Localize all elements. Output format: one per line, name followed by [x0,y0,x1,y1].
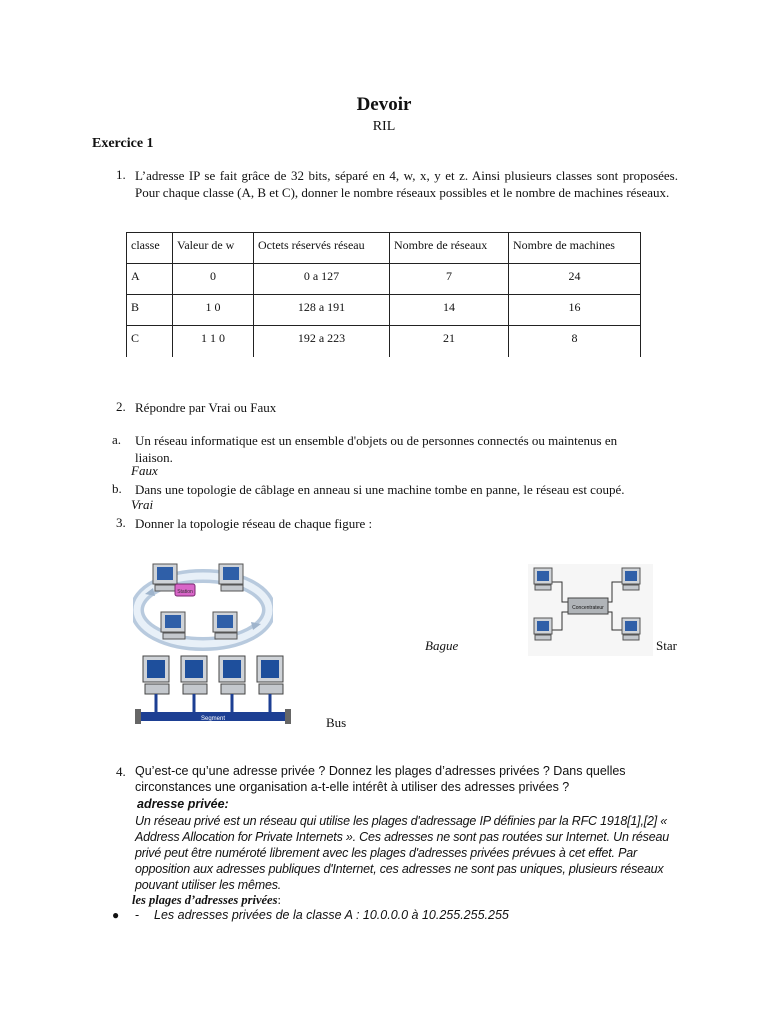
q4-heading-ranges-suffix: : [277,893,281,907]
table-header-cell: Valeur de w [173,233,254,264]
bus-topology-figure [133,654,293,730]
star-topology-figure [528,564,653,656]
table-cell: 0 a 127 [254,264,390,295]
q4-text: Qu’est-ce qu’une adresse privée ? Donnez les plages d’adresses privées ? Dans quelles circonstances une organisation a-t-elle intérêt à utiliser des adresses privées ? [135,764,626,794]
table-header-cell: Nombre de réseaux [390,233,509,264]
computer-icon [213,612,237,639]
bullet-class-a: Les adresses privées de la classe A : 10.0.0.0 à 10.255.255.255 [154,908,509,922]
segment-label: Segment [200,716,226,722]
bullet-dash: - [135,908,140,922]
computer-icon [143,656,169,694]
computer-icon [219,564,243,591]
q4-heading-private: adresse privée: [137,797,229,811]
answer-star: Star [656,638,677,653]
table-row [127,264,641,295]
computer-icon [181,656,207,694]
q2b-answer: Vrai [131,497,154,512]
computer-icon [534,568,552,590]
exercise-heading: Exercice 1 [92,136,154,151]
computer-icon [534,618,552,640]
q2b-text: Dans une topologie de câblage en anneau si une machine tombe en panne, le réseau est coupé. [135,482,625,497]
computer-icon [622,618,640,640]
table-row [127,295,641,326]
computer-icon [161,612,185,639]
table-cell: 0 [173,264,254,295]
ring-hub-icon [175,584,195,596]
table-row [127,326,641,357]
table-cell: 21 [390,326,509,357]
q2a-answer: Faux [131,463,158,478]
page-title: Devoir [356,94,412,115]
table-header-row [127,233,641,264]
computer-icon [622,568,640,590]
table-cell: A [127,264,173,295]
table-cell: 24 [509,264,641,295]
computer-icon [219,656,245,694]
table-header-cell: Octets réservés réseau [254,233,390,264]
answer-bus: Bus [326,715,347,730]
table-cell: 1 0 [173,295,254,326]
computer-icon [153,564,177,591]
q4-number: 4. [116,764,126,779]
ring-hub-label: Station [177,589,193,595]
answer-ring: Bague [425,638,459,653]
ring-topology-figure [133,560,273,652]
star-hub-label: Concentrateur [572,605,604,611]
star-hub-icon [568,598,608,614]
q3-text: Donner la topologie réseau de chaque figure : [135,516,373,531]
q4-heading-ranges-line [132,893,281,908]
table-cell: 16 [509,295,641,326]
q1-number: 1. [116,167,126,182]
table-cell: 192 a 223 [254,326,390,357]
class-table [126,232,641,357]
table-cell: 7 [390,264,509,295]
table-cell: C [127,326,173,357]
table-cell: 14 [390,295,509,326]
table-cell: 128 a 191 [254,295,390,326]
computer-icon [257,656,283,694]
q4-body: Un réseau privé est un réseau qui utilise les plages d'adressage IP définies par la RFC 1918[1],[2] « Address Allocation for Private Internets ». Ces adresses ne sont pas routées sur Internet. Un réseau privé peut être numéroté librement avec les plages d'adresses privées prévues à cet effet. Par opposition aux adresses publiques d'Internet, ces adresses ne sont pas uniques, plusieurs réseaux pouvant utiliser les mêmes. [135,814,669,892]
table-cell: 1 1 0 [173,326,254,357]
q2a-text: Un réseau informatique est un ensemble d'objets ou de personnes connectés ou maintenus en liaison. [135,433,618,465]
q1-text: L’adresse IP se fait grâce de 32 bits, séparé en 4, w, x, y et z. Ainsi plusieurs classes sont proposées. Pour chaque classe (A, B et C), donner le nombre réseaux possibles et le nombre de machines réseaux. [135,168,678,200]
q2-number: 2. [116,399,126,414]
bullet-icon: ● [112,908,120,922]
q3-number: 3. [116,515,126,530]
table-cell: B [127,295,173,326]
table-cell: 8 [509,326,641,357]
q2a-letter: a. [112,432,122,447]
q4-heading-ranges: les plages d’adresses privées [132,893,278,907]
table-header-cell: classe [127,233,173,264]
table-header-cell: Nombre de machines [509,233,641,264]
q2b-letter: b. [112,481,122,496]
bus-segment [135,709,291,724]
q2-text: Répondre par Vrai ou Faux [135,400,277,415]
page-subtitle: RIL [372,119,396,134]
